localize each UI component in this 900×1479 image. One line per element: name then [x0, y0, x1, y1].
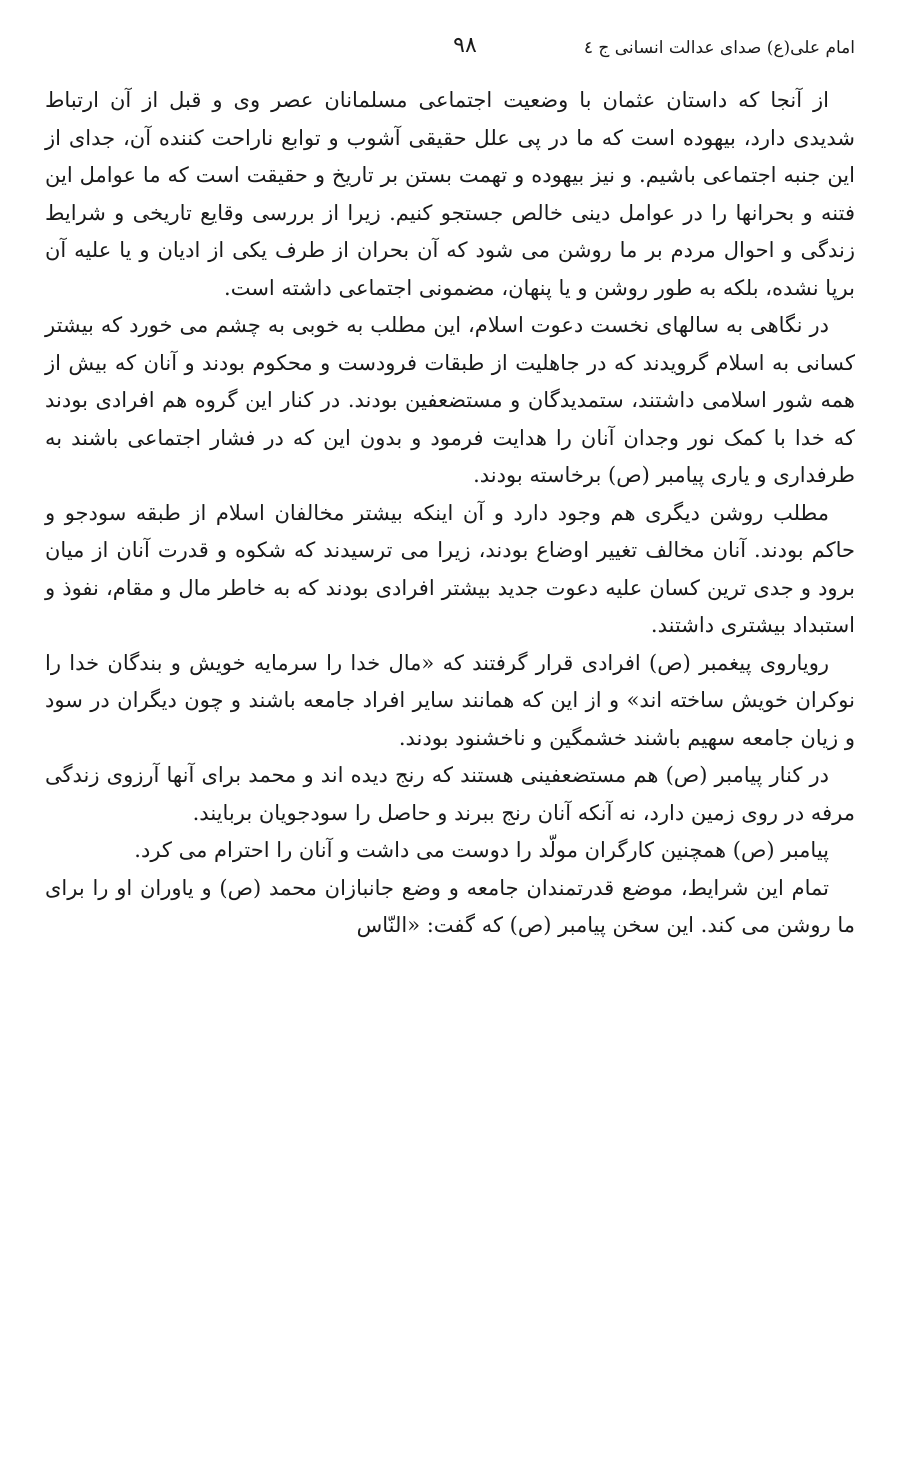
page-number: ٩٨ — [453, 33, 477, 58]
paragraph: در کنار پیامبر (ص) هم مستضعفینی هستند که رنج دیده اند و محمد برای آنها آرزوی زندگی مرفه در روی زمین دارد، نه آنکه آنان رنج ببرند و حاصل را سودجویان بربایند. — [45, 763, 855, 825]
paragraph: از آنجا که داستان عثمان با وضعیت اجتماعی مسلمانان عصر وی و قبل از آن ارتباط شدیدی دارد، بیهوده است که ما در پی علل حقیقی آشوب و توابع ناراحت کننده آن، جدای از این جنبه اجتماعی باشیم. و نیز بیهوده و تهمت بستن بر تاریخ و حقیقت است که ما عوامل این فتنه و بحرانها را در عوامل دینی خالص جستجو کنیم. زیرا از بررسی وقایع تاریخی و شرایط زندگی و احوال مردم بر ما روشن می شود که آن بحران از طرف یکی از ادیان و یا علیه آن برپا نشده، بلکه به طور روشن و یا پنهان، مضمونی اجتماعی داشته است. — [45, 88, 855, 300]
paragraph: رویاروی پیغمبر (ص) افرادی قرار گرفتند که «مال خدا را سرمایه خویش و بندگان خدا را نوکران خویش ساخته اند» و از این که همانند سایر افراد جامعه باشند و چون دیگران در سود و زیان جامعه سهیم باشند خشمگین و ناخشنود بودند. — [45, 650, 855, 750]
paragraph: در نگاهی به سالهای نخست دعوت اسلام، این مطلب به خوبی به چشم می خورد که بیشتر کسانی به اسلام گرویدند که در جاهلیت از طبقات فرودست و محکوم بودند و آنان که بیش از همه شور اسلامی داشتند، ستمدیدگان و مستضعفین بودند. در کنار این گروه هم افرادی بودند که خدا با کمک نور وجدان آنان را هدایت فرمود و بدون این که در فشار اجتماعی باشند به طرفداری و یاری پیامبر (ص) برخاسته بودند. — [45, 313, 855, 487]
paragraph: تمام این شرایط، موضع قدرتمندان جامعه و وضع جانبازان محمد (ص) و یاوران او را برای ما روشن می کند. این سخن پیامبر (ص) که گفت: «النّاس — [45, 875, 855, 937]
running-title: امام علی(ع) صدای عدالت انسانی ج ٤ — [583, 38, 855, 58]
body-text — [45, 82, 855, 945]
page-header — [40, 30, 855, 70]
paragraph: مطلب روشن دیگری هم وجود دارد و آن اینکه بیشتر مخالفان اسلام از طبقه سودجو و حاکم بودند. آنان مخالف تغییر اوضاع بودند، زیرا می ترسیدند که شکوه و قدرت آنان از میان برود و جدی ترین کسان علیه دعوت جدید بیشتر افرادی بودند که به خاطر مال و مقام، نفوذ و استبداد بیشتری داشتند. — [45, 500, 855, 637]
paragraph: پیامبر (ص) همچنین کارگران مولّد را دوست می داشت و آنان را احترام می کرد. — [134, 838, 829, 862]
